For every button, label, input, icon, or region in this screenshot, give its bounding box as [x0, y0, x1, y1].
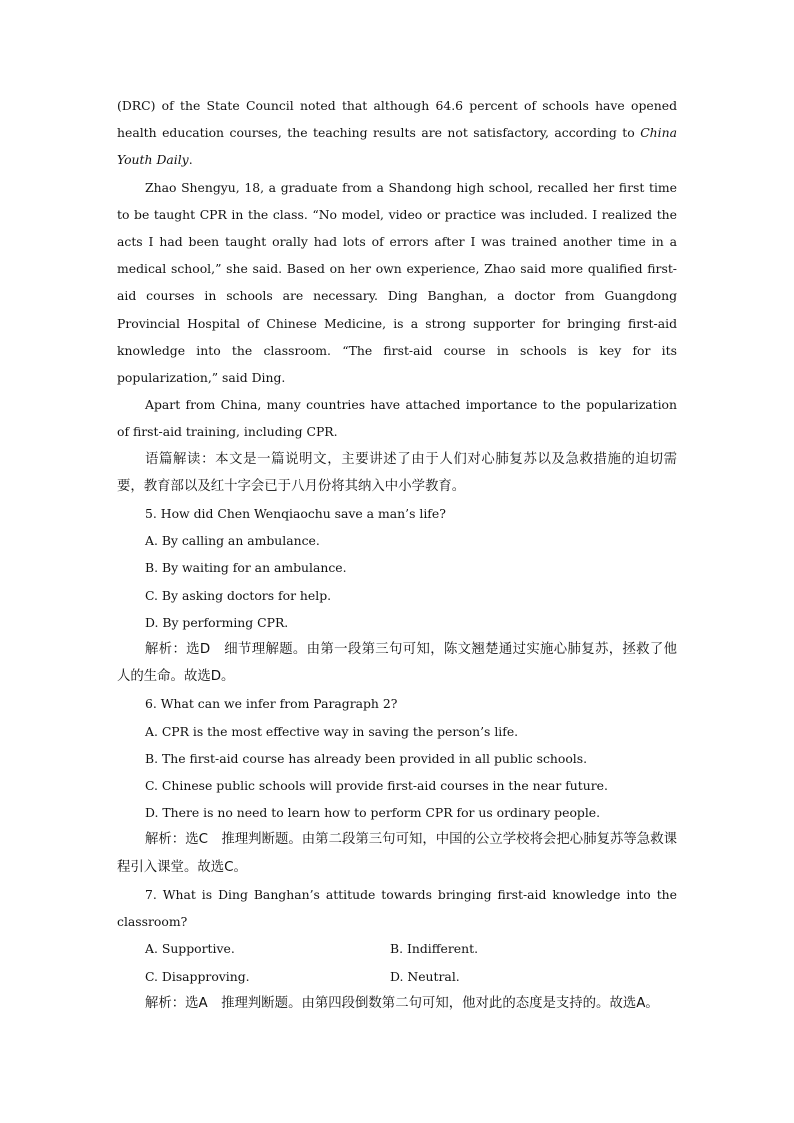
question-7-option-b: B. Indifferent.: [390, 941, 479, 957]
question-5-option-d: D. By performing CPR.: [145, 614, 289, 630]
question-5-option-c: C. By asking doctors for help.: [145, 587, 332, 603]
document-page: [117, 92, 677, 1017]
paragraph-3: Apart from China, many countries have attached importance to the popularization of first-aid training, including CPR.: [117, 397, 677, 440]
question-7-option-c: C. Disapproving.: [145, 968, 250, 984]
question-7-option-a: A. Supportive.: [145, 941, 235, 957]
source-name: China Youth Daily: [117, 125, 677, 168]
question-6-option-a: A. CPR is the most effective way in saving the person’s life.: [145, 723, 519, 739]
question-6-stem: 6. What can we infer from Paragraph 2?: [145, 696, 398, 712]
question-6-option-c: C. Chinese public schools will provide first-aid courses in the near future.: [145, 778, 608, 794]
question-6-analysis: 解析：选C 推理判断题。由第二段第三句可知，中国的公立学校将会把心肺复苏等急救课程引入课堂。故选C。: [117, 832, 677, 875]
paragraph-2: Zhao Shengyu, 18, a graduate from a Shandong high school, recalled her first time to be taught CPR in the class. “No model, video or practice was included. I realized the acts I had been taught orally had lots of errors after I was trained another time in a medical school,” she said. Based on her own experience, Zhao said more qualified first-aid courses in schools are necessary. Ding Banghan, a doctor from Guangdong Provincial Hospital of Chinese Medicine, is a strong supporter for bringing first-aid knowledge into the classroom. “The first-aid course in schools is key for its popularization,” said Ding.: [117, 179, 677, 386]
question-7-options-row-2: [117, 963, 677, 990]
paragraph-1-text: (DRC) of the State Council noted that although 64.6 percent of schools have opened health education courses, the teaching results are not satisfactory, according to: [117, 98, 677, 141]
passage-summary: 语篇解读：本文是一篇说明文，主要讲述了由于人们对心肺复苏以及急救措施的迫切需要，教育部以及红十字会已于八月份将其纳入中小学教育。: [117, 451, 677, 494]
paragraph-1-end: .: [188, 152, 193, 168]
question-7-option-d: D. Neutral.: [390, 968, 460, 984]
question-5-option-b: B. By waiting for an ambulance.: [145, 560, 347, 576]
question-5-option-a: A. By calling an ambulance.: [145, 533, 320, 549]
question-5-analysis: 解析：选D 细节理解题。由第一段第三句可知，陈文翘楚通过实施心肺复苏，拯救了他人的生命。故选D。: [117, 642, 677, 685]
question-5-stem: 5. How did Chen Wenqiaochu save a man’s life?: [145, 506, 446, 522]
question-6-option-b: B. The first-aid course has already been provided in all public schools.: [145, 750, 588, 766]
paragraph-1: [117, 92, 677, 174]
question-6-option-d: D. There is no need to learn how to perform CPR for us ordinary people.: [145, 805, 601, 821]
question-7-analysis: 解析：选A 推理判断题。由第四段倒数第二句可知，他对此的态度是支持的。故选A。: [145, 995, 659, 1011]
question-7-stem: 7. What is Ding Banghan’s attitude towards bringing first-aid knowledge into the classroom?: [117, 886, 677, 930]
question-7-options-row-1: [117, 935, 677, 962]
